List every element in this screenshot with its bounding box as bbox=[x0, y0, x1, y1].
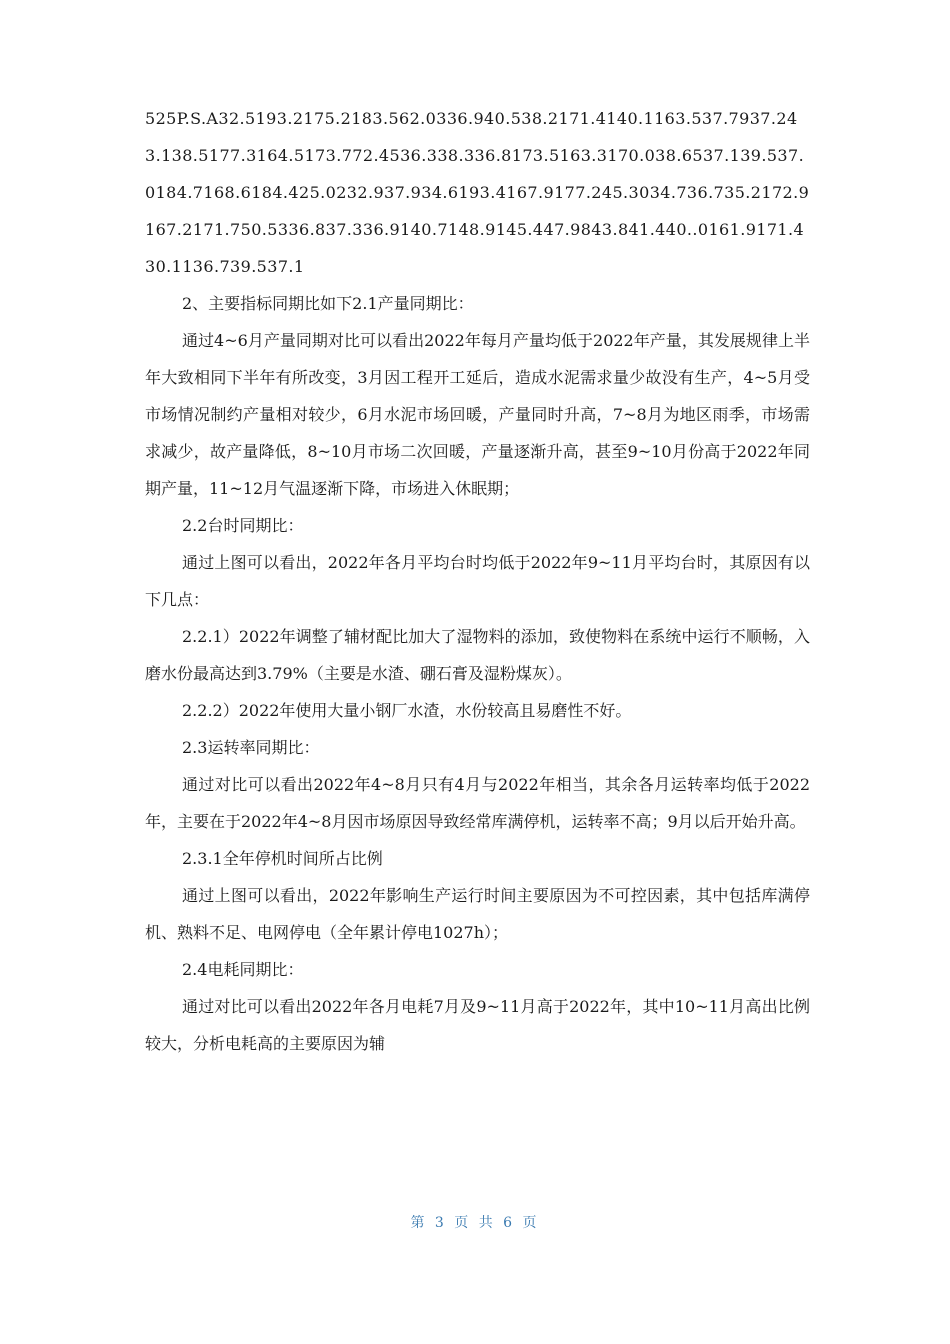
section-heading-operating-rate: 2.3运转率同期比： bbox=[182, 738, 320, 757]
section-heading-downtime-ratio: 2.3.1全年停机时间所占比例 bbox=[182, 849, 383, 868]
data-string-paragraph: 525P.S.A32.5193.2175.2183.562.0336.940.538.2171.4140.1163.537.7937.243.138.5177.3164.5173.772.4536.338.336.8173.5163.3170.038.6537.139.537.0184.7168.6184.425.0232.937.934.6193.4167.9177.245.3034.736.735.2172.9167.2171.750.5336.837.336.9140.7148.9145.447.9843.841.440..0161.9171.430.1136.739.537.1 bbox=[145, 109, 810, 276]
reason-item-2: 2.2.2）2022年使用大量小钢厂水渣，水份较高且易磨性不好。 bbox=[182, 701, 632, 720]
section-heading-power-consumption: 2.4电耗同期比： bbox=[182, 960, 304, 979]
reason-item-1: 2.2.1）2022年调整了辅材配比加大了湿物料的添加，致使物料在系统中运行不顺畅，入磨水份最高达到3.79%（主要是水渣、硼石膏及湿粉煤灰）。 bbox=[145, 627, 810, 683]
document-body bbox=[145, 100, 810, 1062]
operating-rate-paragraph: 通过对比可以看出2022年4~8月只有4月与2022年相当，其余各月运转率均低于2022年，主要在于2022年4~8月因市场原因导致经常库满停机，运转率不高；9月以后开始升高。 bbox=[145, 775, 810, 831]
downtime-paragraph: 通过上图可以看出，2022年影响生产运行时间主要原因为不可控因素，其中包括库满停机、熟料不足、电网停电（全年累计停电1027h）； bbox=[145, 886, 810, 942]
hourly-output-paragraph: 通过上图可以看出，2022年各月平均台时均低于2022年9~11月平均台时，其原因有以下几点： bbox=[145, 553, 810, 609]
production-comparison-paragraph: 通过4~6月产量同期对比可以看出2022年每月产量均低于2022年产量，其发展规律上半年大致相同下半年有所改变，3月因工程开工延后，造成水泥需求量少故没有生产，4~5月受市场情况制约产量相对较少，6月水泥市场回暖，产量同时升高，7~8月为地区雨季，市场需求减少，故产量降低，8~10月市场二次回暖，产量逐渐升高，甚至9~10月份高于2022年同期产量，11~12月气温逐渐下降，市场进入休眠期； bbox=[145, 331, 810, 498]
section-heading-hourly-output: 2.2台时同期比： bbox=[182, 516, 304, 535]
page-number-footer: 第 3 页 共 6 页 bbox=[410, 1215, 540, 1231]
section-heading-main-indicators: 2、主要指标同期比如下2.1产量同期比： bbox=[182, 294, 474, 313]
power-consumption-paragraph: 通过对比可以看出2022年各月电耗7月及9~11月高于2022年，其中10~11月高出比例较大，分析电耗高的主要原因为辅 bbox=[145, 997, 810, 1053]
